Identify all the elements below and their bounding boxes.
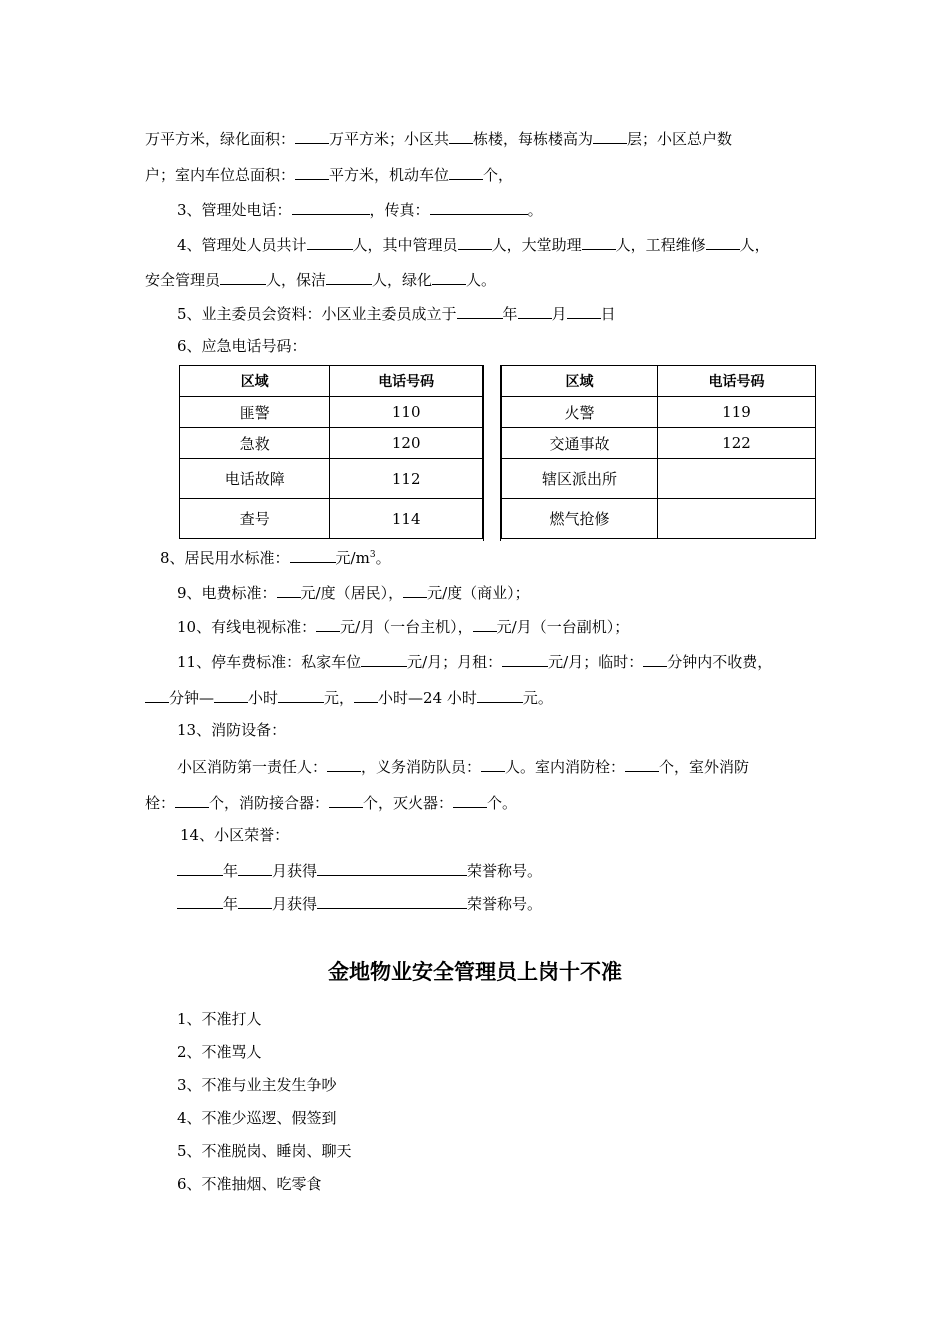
blank-field[interactable] [403,581,427,598]
fire-line-1 [177,755,749,777]
blank-field[interactable] [295,127,329,144]
blank-field[interactable] [625,755,659,772]
text: 小区消防第一责任人： [177,758,328,776]
text: 个，灭火器： [363,794,454,812]
blank-field[interactable] [643,650,667,667]
area-cell: 火警 [502,397,658,428]
rule-item: 2、不准骂人 [177,1043,262,1061]
blank-field[interactable] [593,127,627,144]
table-divider [483,365,501,541]
text: 月获得 [272,862,318,880]
blank-field[interactable] [220,268,266,285]
text: 月获得 [272,895,318,913]
text: 个，室外消防 [659,758,750,776]
header-area: 区域 [180,366,330,397]
fire-heading: 13、消防设备： [177,721,287,739]
text: 分钟内不收费， [667,653,773,671]
blank-field[interactable] [307,233,353,250]
blank-field[interactable] [481,755,505,772]
text: 元/月；月租： [407,653,503,671]
blank-field[interactable] [706,233,740,250]
section-title: 金地物业安全管理员上岗十不准 [328,960,622,984]
blank-field[interactable] [295,163,329,180]
text: 小时—24 小时 [378,689,477,707]
text: 栋楼，每栋楼高为 [473,130,594,148]
blank-field[interactable] [449,163,483,180]
text: 年 [223,862,239,880]
text: 人，大堂助理 [491,236,582,254]
text: 元/度（居民）， [300,584,404,602]
blank-field[interactable] [214,686,248,703]
area-line-2 [145,163,513,185]
text: 分钟— [169,689,215,707]
honor-blank[interactable] [317,892,467,909]
honor-heading: 14、小区荣誉： [180,826,290,844]
area-line-1 [145,127,732,149]
text: 平方米，机动车位 [329,166,450,184]
honor-line-1 [177,859,542,881]
text: 8、居民用水标准： [160,549,290,567]
parking-line-1 [177,650,772,672]
text: 人，绿化 [372,271,433,289]
committee-line [177,302,616,324]
text: 4、管理处人员共计 [177,236,307,254]
text: 年 [223,895,239,913]
electric-line [177,581,530,603]
text: 9、电费标准： [177,584,277,602]
header-phone: 电话号码 [657,366,815,397]
header-phone: 电话号码 [330,366,483,397]
fire-line-2 [145,791,517,813]
year-blank[interactable] [457,302,503,319]
emergency-heading: 6、应急电话号码： [177,337,307,355]
rule-item: 1、不准打人 [177,1010,262,1028]
text: 元， [324,689,355,707]
text: 人。室内消防栓： [505,758,626,776]
emergency-table-left [179,365,483,539]
text: 人，其中管理员 [352,236,458,254]
year-blank[interactable] [177,859,223,876]
blank-field[interactable] [354,686,378,703]
blank-field[interactable] [316,615,340,632]
cable-tv-line [177,615,629,637]
text: 安全管理员 [145,271,221,289]
text: 万平方米，绿化面积： [145,130,296,148]
area-cell: 查号 [180,499,330,539]
honor-line-2 [177,892,542,914]
honor-blank[interactable] [317,859,467,876]
blank-field[interactable] [453,791,487,808]
blank-field[interactable] [278,686,324,703]
blank-field[interactable] [449,127,473,144]
text: 元/月（一台副机）； [496,618,630,636]
text: 人，工程维修 [615,236,706,254]
text: 。 [527,201,543,219]
text: 人。 [466,271,497,289]
text: 人，保洁 [266,271,327,289]
blank-field[interactable] [582,233,616,250]
month-blank[interactable] [238,859,272,876]
rule-item: 4、不准少巡逻、假签到 [177,1109,337,1127]
text: 个。 [487,794,518,812]
area-cell: 辖区派出所 [502,459,658,499]
text: ，义务消防队员： [361,758,482,776]
text: 元/m [335,549,370,567]
text: 10、有线电视标准： [177,618,317,636]
blank-field[interactable] [432,268,466,285]
blank-field[interactable] [473,615,497,632]
text: 日 [600,305,616,323]
area-cell: 匪警 [180,397,330,428]
phone-cell: 110 [330,397,483,428]
text: 个， [483,166,514,184]
text: 元/度（商业）； [427,584,530,602]
blank-field[interactable] [145,686,169,703]
text: 小时 [248,689,279,707]
text: 荣誉称号。 [467,862,543,880]
text: 月 [551,305,567,323]
text: 元/月；临时： [548,653,644,671]
superscript: 3 [369,550,376,560]
area-cell: 交通事故 [502,428,658,459]
month-blank[interactable] [238,892,272,909]
text: 5、业主委员会资料：小区业主委员成立于 [177,305,457,323]
text: 栓： [145,794,176,812]
text: 层；小区总户数 [627,130,733,148]
rule-item: 5、不准脱岗、睡岗、聊天 [177,1142,352,1160]
text: 万平方米；小区共 [329,130,450,148]
text: 个，消防接合器： [209,794,330,812]
text: 户；室内车位总面积： [145,166,296,184]
text: 年 [502,305,518,323]
blank-field[interactable] [502,650,548,667]
blank-field[interactable] [277,581,301,598]
rule-item: 3、不准与业主发生争吵 [177,1076,337,1094]
text: 荣誉称号。 [467,895,543,913]
phone-cell[interactable] [657,459,815,499]
phone-cell[interactable] [657,499,815,539]
blank-field[interactable] [326,268,372,285]
month-blank[interactable] [518,302,552,319]
blank-field[interactable] [458,233,492,250]
phone-cell: 112 [330,459,483,499]
text: 人， [739,236,770,254]
phone-cell: 122 [657,428,815,459]
area-cell: 燃气抢修 [502,499,658,539]
blank-field[interactable] [329,791,363,808]
blank-field[interactable] [290,546,336,563]
area-cell: 电话故障 [180,459,330,499]
text: 11、停车费标准：私家车位 [177,653,362,671]
day-blank[interactable] [567,302,601,319]
blank-field[interactable] [477,686,523,703]
phone-cell: 114 [330,499,483,539]
phone-cell: 119 [657,397,815,428]
staff-line-1 [177,233,770,255]
blank-field[interactable] [175,791,209,808]
staff-line-2 [145,268,496,290]
rule-item: 6、不准抽烟、吃零食 [177,1175,322,1193]
office-phone-line [177,198,543,220]
text: 3、管理处电话： [177,201,292,219]
phone-blank[interactable] [292,198,370,215]
parking-line-2 [145,686,553,708]
area-cell: 急救 [180,428,330,459]
blank-field[interactable] [361,650,407,667]
phone-cell: 120 [330,428,483,459]
fax-blank[interactable] [430,198,528,215]
text: ，传真： [369,201,430,219]
text: 。 [375,549,391,567]
text: 元/月（一台主机）， [340,618,473,636]
water-line [160,546,391,568]
header-area: 区域 [502,366,658,397]
blank-field[interactable] [327,755,361,772]
year-blank[interactable] [177,892,223,909]
text: 元。 [522,689,553,707]
emergency-table-right [501,365,816,539]
